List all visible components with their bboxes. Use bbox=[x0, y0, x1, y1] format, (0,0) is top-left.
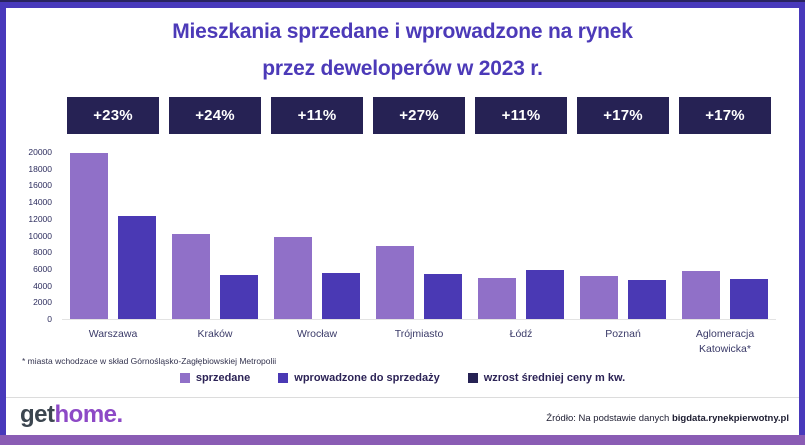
legend-item bbox=[180, 372, 250, 384]
bar-sprzedane bbox=[376, 246, 414, 319]
bar-group bbox=[62, 152, 164, 319]
badge-cell bbox=[572, 97, 674, 134]
y-axis-tick-label: 2000 bbox=[33, 297, 52, 308]
legend-label: wprowadzone do sprzedaży bbox=[294, 372, 440, 384]
chart-title-line2: przez deweloperów w 2023 r. bbox=[262, 57, 543, 80]
y-axis-tick-label: 6000 bbox=[33, 263, 52, 274]
bar-group bbox=[164, 152, 266, 319]
price-growth-badges-row bbox=[62, 97, 776, 134]
badge-cell bbox=[368, 97, 470, 134]
bar-group bbox=[572, 152, 674, 319]
chart-title bbox=[40, 13, 765, 87]
badge-cell bbox=[164, 97, 266, 134]
legend-label: sprzedane bbox=[195, 372, 251, 384]
x-axis-label: Wrocław bbox=[296, 328, 338, 340]
legend-swatch-icon bbox=[278, 373, 288, 383]
price-growth-badge: +11% bbox=[475, 97, 567, 134]
price-growth-badge: +24% bbox=[169, 97, 261, 134]
gethome-logo bbox=[20, 401, 123, 429]
legend-swatch-icon bbox=[468, 373, 478, 383]
legend-item bbox=[278, 372, 439, 384]
bar-wprowadzone bbox=[424, 274, 462, 319]
y-axis bbox=[0, 147, 56, 324]
x-axis-label: Trójmiasto bbox=[394, 328, 444, 340]
badge-cell bbox=[62, 97, 164, 134]
badge-cell bbox=[470, 97, 572, 134]
bar-sprzedane bbox=[682, 271, 720, 319]
x-axis-labels bbox=[62, 327, 776, 357]
bar-sprzedane bbox=[172, 234, 210, 319]
legend-label: wzrost średniej ceny m kw. bbox=[483, 372, 626, 384]
bar-sprzedane bbox=[580, 276, 618, 319]
price-growth-badge: +17% bbox=[679, 97, 771, 134]
y-axis-tick-label: 14000 bbox=[28, 197, 52, 208]
x-axis-label: Warszawa bbox=[88, 328, 138, 340]
legend-item bbox=[468, 372, 625, 384]
frame-border-top bbox=[0, 2, 805, 8]
bar-wprowadzone bbox=[526, 270, 564, 319]
source-attribution bbox=[546, 413, 789, 424]
y-axis-tick-label: 10000 bbox=[28, 230, 52, 241]
source-domain: bigdata.rynekpierwotny.pl bbox=[671, 413, 789, 424]
badge-cell bbox=[674, 97, 776, 134]
y-axis-tick-label: 0 bbox=[47, 314, 52, 324]
bar-group bbox=[266, 152, 368, 319]
logo-home-text: home. bbox=[54, 401, 123, 428]
y-axis-tick-label: 20000 bbox=[28, 147, 52, 157]
bar-group bbox=[470, 152, 572, 319]
bar-sprzedane bbox=[478, 278, 516, 319]
source-prefix: Źródło: Na podstawie danych bbox=[546, 413, 672, 424]
bar-wprowadzone bbox=[322, 273, 360, 319]
bar-wprowadzone bbox=[730, 279, 768, 319]
chart-legend bbox=[0, 372, 805, 384]
footer-divider bbox=[6, 397, 799, 398]
price-growth-badge: +17% bbox=[577, 97, 669, 134]
price-growth-badge: +23% bbox=[67, 97, 159, 134]
y-axis-tick-label: 8000 bbox=[33, 247, 52, 258]
badge-cell bbox=[266, 97, 368, 134]
bar-group bbox=[674, 152, 776, 319]
y-axis-tick-label: 12000 bbox=[28, 213, 52, 224]
frame-border-left bbox=[0, 0, 6, 445]
x-axis-label: Łódź bbox=[509, 328, 533, 340]
bar-sprzedane bbox=[274, 237, 312, 319]
bar-wprowadzone bbox=[628, 280, 666, 319]
bar-group bbox=[368, 152, 470, 319]
legend-swatch-icon bbox=[180, 373, 190, 383]
x-axis-label: Poznań bbox=[605, 328, 641, 340]
x-axis-label: Kraków bbox=[197, 328, 233, 340]
x-axis-label: Aglomeracja Katowicka* bbox=[695, 328, 755, 355]
y-axis-tick-label: 18000 bbox=[28, 163, 52, 174]
logo-get-text: get bbox=[20, 401, 55, 428]
y-axis-tick-label: 16000 bbox=[28, 180, 52, 191]
price-growth-badge: +27% bbox=[373, 97, 465, 134]
price-growth-badge: +11% bbox=[271, 97, 363, 134]
footnote: * miasta wchodzace w skład Górnośląsko-Zagłębiowskiej Metropolii bbox=[22, 356, 277, 366]
bar-wprowadzone bbox=[118, 216, 156, 319]
frame-top-line bbox=[0, 0, 805, 2]
bottom-purple-strip bbox=[0, 435, 805, 445]
y-axis-tick-label: 4000 bbox=[33, 280, 52, 291]
frame-border-right bbox=[799, 0, 805, 445]
bar-sprzedane bbox=[70, 153, 108, 319]
bar-wprowadzone bbox=[220, 275, 258, 319]
chart-title-line1: Mieszkania sprzedane i wprowadzone na rynek bbox=[172, 20, 633, 43]
bar-chart-plot-area bbox=[62, 152, 776, 320]
